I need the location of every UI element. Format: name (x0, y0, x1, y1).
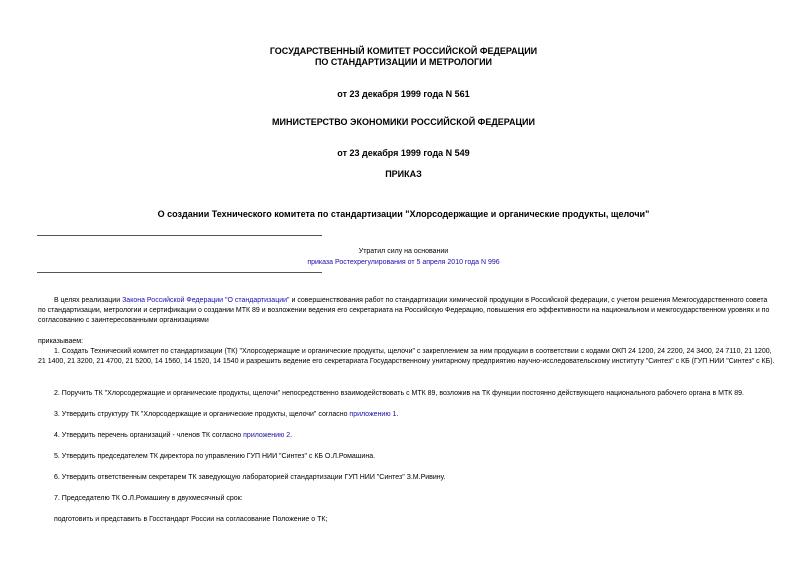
intro-text-end: и совершенствования работ по стандартизации химической продукции в Российской федерации, с учетом решения Межгосударственного совета по стандартизации, метрологии и сертификации о создании МТК 89 и возложении ведения его секретариата на Российскую Федерацию, повышения его эффективности на национальном и межгосударственном уровнях и по согласованию с заинтересованными организациями (38, 297, 770, 324)
standardization-law-link[interactable]: Закона Российской Федерации "О стандартизации" (122, 297, 290, 304)
appendix-1-link[interactable]: приложению 1 (349, 411, 397, 418)
intro-text-start: В целях реализации (54, 297, 123, 304)
order-date-2: от 23 декабря 1999 года N 549 (337, 148, 470, 158)
committee-name-line1: ГОСУДАРСТВЕННЫЙ КОМИТЕТ РОССИЙСКОЙ ФЕДЕРАЦИИ (269, 46, 538, 56)
document-type: ПРИКАЗ (385, 169, 422, 179)
item-4-text: 4. Утвердить перечень организаций - членов ТК согласно (54, 432, 244, 439)
order-word: приказываем: (38, 338, 84, 345)
item-4-end: . (290, 432, 293, 439)
divider-top (37, 235, 322, 236)
repeal-order-link[interactable]: приказа Ростехрегулирования от 5 апреля 2010 года N 996 (307, 259, 500, 266)
committee-name-line2: ПО СТАНДАРТИЗАЦИИ И МЕТРОЛОГИИ (314, 57, 493, 67)
order-item-7: 7. Председателю ТК О.Л.Ромашину в двухмесячный срок: (54, 495, 243, 502)
status-note: Утратил силу на основании (358, 248, 449, 255)
order-item-5: 5. Утвердить председателем ТК директора по управлению ГУП НИИ "Синтез" с КБ О.Л.Ромашина. (54, 453, 376, 460)
ministry-name: МИНИСТЕРСТВО ЭКОНОМИКИ РОССИЙСКОЙ ФЕДЕРАЦИИ (272, 117, 535, 127)
status-note-link-line (0, 258, 807, 267)
order-item-3 (38, 410, 776, 420)
order-item-1: 1. Создать Технический комитет по стандартизации (ТК) "Хлорсодержащие и органические продукты, щелочи" с закреплением за ним продукции в соответствии с кодами ОКП 24 1200, 24 2200, 24 3400, 24 7110, 21 1200, 21 1400, 21 3200, 21 4700, 21 5200, 14 1560, 14 1520, 14 1540 и разрешить ведение его секретариата Государственному унитарному предприятию научно-исследовательскому институту "Синтез" с КБ (ГУП НИИ "Синтез" с КБ). (38, 348, 775, 365)
intro-paragraph (38, 296, 776, 326)
document-title: О создании Технического комитета по стандартизации "Хлорсодержащие и органические продукты, щелочи" (157, 209, 650, 219)
order-item-4 (38, 431, 776, 441)
order-date-1: от 23 декабря 1999 года N 561 (337, 89, 470, 99)
item-3-text: 3. Утвердить структуру ТК "Хлорсодержащие и органические продукты, щелочи" согласно (54, 411, 350, 418)
item-3-end: . (396, 411, 399, 418)
divider-bottom (37, 272, 322, 273)
order-item-2: 2. Поручить ТК "Хлорсодержащие и органические продукты, щелочи" непосредственно взаимодействовать с МТК 89, возложив на ТК функции постоянно действующего национального рабочего органа в МТК 89. (54, 390, 745, 397)
appendix-2-link[interactable]: приложению 2 (243, 432, 291, 439)
order-item-6: 6. Утвердить ответственным секретарем ТК заведующую лабораторией стандартизации ГУП НИИ "Синтез" З.М.Ривину. (54, 474, 446, 481)
order-item-7-subitem-1: подготовить и представить в Госстандарт России на согласование Положение о ТК; (54, 516, 328, 523)
